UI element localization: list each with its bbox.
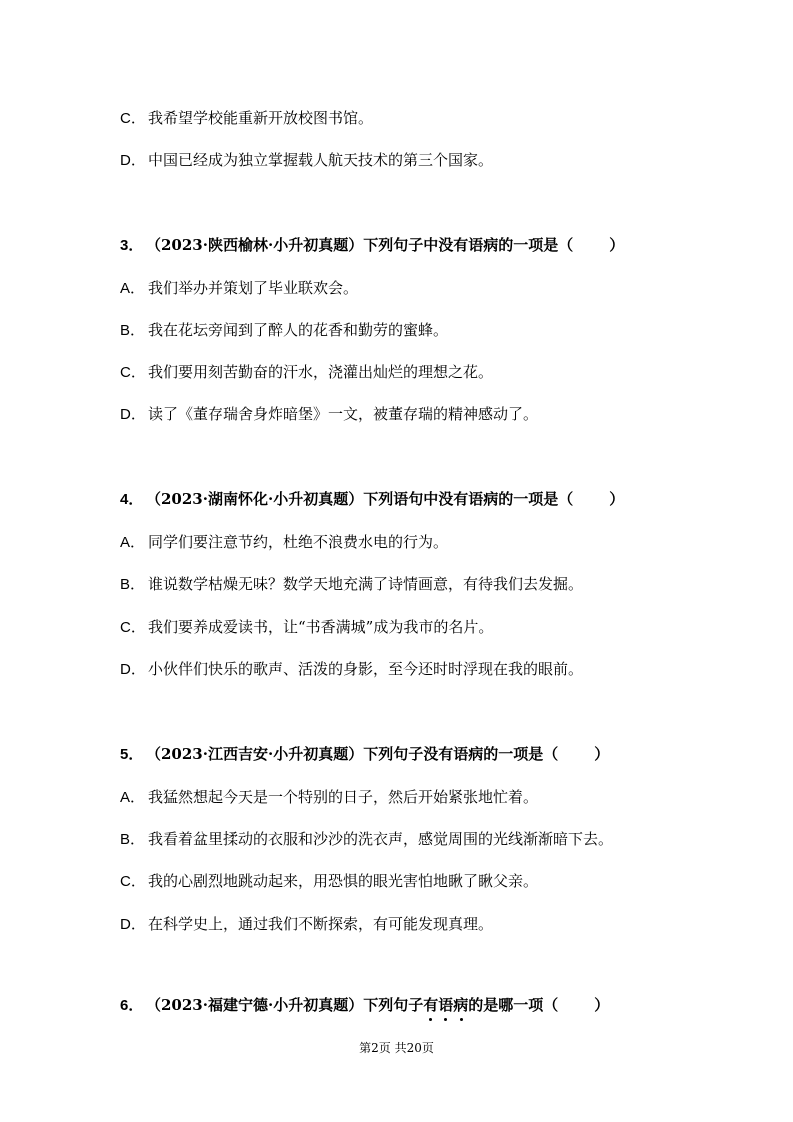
- q2-option-d: [120, 150, 493, 171]
- q5-option-a: [120, 787, 538, 808]
- option-letter: A．: [120, 534, 146, 551]
- question-3-stem: [120, 235, 624, 256]
- option-letter: B．: [120, 831, 146, 848]
- option-text: 我猛然想起今天是一个特别的日子，然后开始紧张地忙着。: [148, 788, 539, 806]
- option-text: 同学们要注意节约，杜绝不浪费水电的行为。: [148, 533, 449, 551]
- q5-option-c: [120, 871, 538, 892]
- option-letter: D．: [120, 406, 146, 423]
- q3-option-c: [120, 362, 493, 383]
- q3-option-d: [120, 404, 538, 425]
- option-letter: D．: [120, 916, 146, 933]
- question-6-stem: [120, 995, 609, 1016]
- question-number: 6．: [120, 997, 144, 1014]
- question-5-stem: [120, 744, 609, 765]
- question-4-stem: [120, 489, 624, 510]
- q3-option-a: [120, 278, 358, 299]
- option-letter: A．: [120, 789, 146, 806]
- option-letter: C．: [120, 110, 146, 127]
- question-close: ）: [609, 490, 625, 508]
- option-letter: C．: [120, 364, 146, 381]
- option-text: 我希望学校能重新开放校图书馆。: [148, 109, 374, 127]
- question-number: 4．: [120, 491, 144, 508]
- q4-option-b: [120, 574, 583, 595]
- option-letter: D．: [120, 152, 146, 169]
- option-letter: C．: [120, 619, 146, 636]
- q3-option-b: [120, 320, 448, 341]
- emphasized-text: [423, 995, 468, 1015]
- option-text: 我的心剧烈地跳动起来，用恐惧的眼光害怕地瞅了瞅父亲。: [148, 872, 539, 890]
- page-footer: 第2页 共20页: [359, 1041, 434, 1055]
- emphasis-dot: [429, 1018, 432, 1021]
- q4-option-d: [120, 659, 583, 680]
- q5-option-d: [120, 914, 493, 935]
- option-text: 我们要用刻苦勤奋的汗水，浇灌出灿烂的理想之花。: [148, 363, 494, 381]
- question-number: 3．: [120, 237, 144, 254]
- question-text: （2023·湖南怀化·小升初真题）下列语句中没有语病的一项是（: [146, 490, 574, 508]
- question-text-end: 的是哪一项（: [468, 996, 559, 1014]
- q5-option-b: [120, 829, 613, 850]
- option-text: 我们要养成爱读书，让“书香满城”成为我市的名片。: [148, 618, 494, 636]
- option-text: 谁说数学枯燥无味？数学天地充满了诗情画意，有待我们去发掘。: [148, 575, 584, 593]
- question-close: ）: [594, 745, 610, 763]
- emphasis-dot: [460, 1018, 463, 1021]
- option-letter: A．: [120, 280, 146, 297]
- option-letter: C．: [120, 873, 146, 890]
- option-letter: D．: [120, 661, 146, 678]
- question-text: （2023·江西吉安·小升初真题）下列句子没有语病的一项是（: [146, 745, 559, 763]
- q2-option-c: [120, 108, 373, 129]
- question-text: （2023·福建宁德·小升初真题）下列句子: [146, 996, 424, 1014]
- option-text: 我看着盆里揉动的衣服和沙沙的洗衣声，感觉周围的光线渐渐暗下去。: [148, 830, 614, 848]
- option-letter: B．: [120, 322, 146, 339]
- q4-option-c: [120, 617, 493, 638]
- option-text: 我在花坛旁闻到了醉人的花香和勤劳的蜜蜂。: [148, 321, 449, 339]
- q4-option-a: [120, 532, 448, 553]
- question-number: 5．: [120, 746, 144, 763]
- option-text: 小伙伴们快乐的歌声、活泼的身影，至今还时时浮现在我的眼前。: [148, 660, 584, 678]
- option-text: 在科学史上，通过我们不断探索，有可能发现真理。: [148, 915, 494, 933]
- option-text: 中国已经成为独立掌握载人航天技术的第三个国家。: [148, 151, 494, 169]
- emphasis-dot: [444, 1018, 447, 1021]
- question-close: ）: [609, 236, 625, 254]
- option-text: 读了《董存瑞舍身炸暗堡》一文，被董存瑞的精神感动了。: [148, 405, 539, 423]
- option-letter: B．: [120, 576, 146, 593]
- emphasized-words: 有语病: [423, 996, 469, 1014]
- question-close: ）: [594, 996, 610, 1014]
- question-text: （2023·陕西榆林·小升初真题）下列句子中没有语病的一项是（: [146, 236, 574, 254]
- option-text: 我们举办并策划了毕业联欢会。: [148, 279, 359, 297]
